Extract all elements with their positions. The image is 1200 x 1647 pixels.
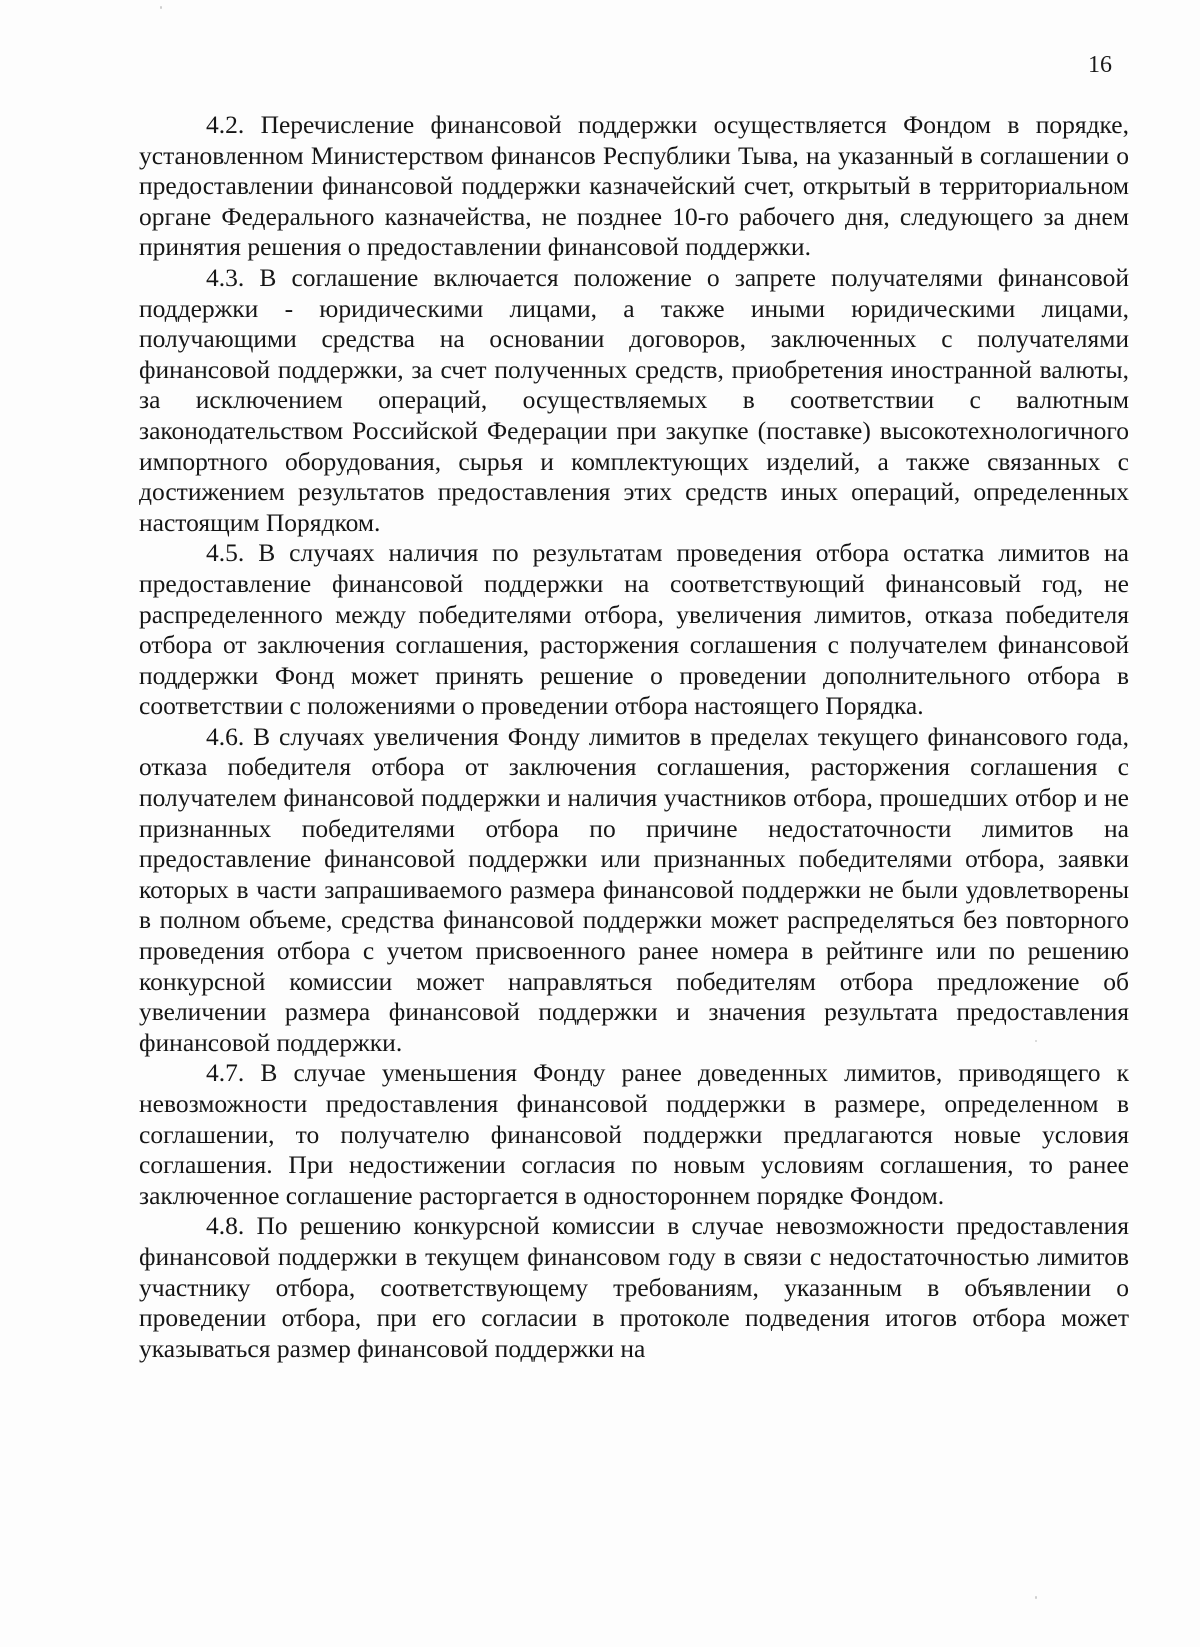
- paragraph-4-7: 4.7. В случае уменьшения Фонду ранее доведенных лимитов, приводящего к невозможности предоставления финансовой поддержки в размере, определенном в соглашении, то получателю финансовой поддержки предлагаются новые условия соглашения. При недостижении согласия по новым условиям соглашения, то ранее заключенное соглашение расторгается в одностороннем порядке Фондом.: [139, 1058, 1129, 1210]
- paragraph-4-2: 4.2. Перечисление финансовой поддержки осуществляется Фондом в порядке, установленном Министерством финансов Республики Тыва, на указанный в соглашении о предоставлении финансовой поддержки казначейский счет, открытый в территориальном органе Федерального казначейства, не позднее 10-го рабочего дня, следующего за днем принятия решения о предоставлении финансовой поддержки.: [139, 110, 1129, 262]
- document-body: [139, 110, 1129, 1364]
- paragraph-4-3: 4.3. В соглашение включается положение о запрете получателями финансовой поддержки - юридическими лицами, а также иными юридическими лицами, получающими средства на основании договоров, заключенных с получателями финансовой поддержки, за счет полученных средств, приобретения иностранной валюты, за исключением операций, осуществляемых в соответствии с валютным законодательством Российской Федерации при закупке (поставке) высокотехнологичного импортного оборудования, сырья и комплектующих изделий, а также связанных с достижением результатов предоставления этих средств иных операций, определенных настоящим Порядком.: [139, 262, 1129, 537]
- paragraph-4-6: 4.6. В случаях увеличения Фонду лимитов в пределах текущего финансового года, отказа победителя отбора от заключения соглашения, расторжения соглашения с получателем финансовой поддержки и наличия участников отбора, прошедших отбор и не признанных победителями отбора по причине недостаточности лимитов на предоставление финансовой поддержки или признанных победителями отбора, заявки которых в части запрашиваемого размера финансовой поддержки не были удовлетворены в полном объеме, средства финансовой поддержки может распределяться без повторного проведения отбора с учетом присвоенного ранее номера в рейтинге или по решению конкурсной комиссии может направляться победителям отбора предложение об увеличении размера финансовой поддержки и значения результата предоставления финансовой поддержки.: [139, 721, 1129, 1057]
- paragraph-4-8: 4.8. По решению конкурсной комиссии в случае невозможности предоставления финансовой поддержки в текущем финансовом году в связи с недостаточностью лимитов участнику отбора, соответствующему требованиям, указанным в объявлении о проведении отбора, при его согласии в протоколе подведения итогов отбора может указываться размер финансовой поддержки на: [139, 1211, 1129, 1363]
- scan-dot: [160, 6, 162, 9]
- page-number: 16: [1088, 52, 1112, 78]
- paragraph-4-5: 4.5. В случаях наличия по результатам проведения отбора остатка лимитов на предоставление финансовой поддержки на соответствующий финансовый год, не распределенного между победителями отбора, увеличения лимитов, отказа победителя отбора от заключения соглашения, расторжения соглашения с получателем финансовой поддержки Фонд может принять решение о проведении дополнительного отбора в соответствии с положениями о проведении отбора настоящего Порядка.: [139, 538, 1129, 721]
- scan-dot: [1035, 1596, 1037, 1599]
